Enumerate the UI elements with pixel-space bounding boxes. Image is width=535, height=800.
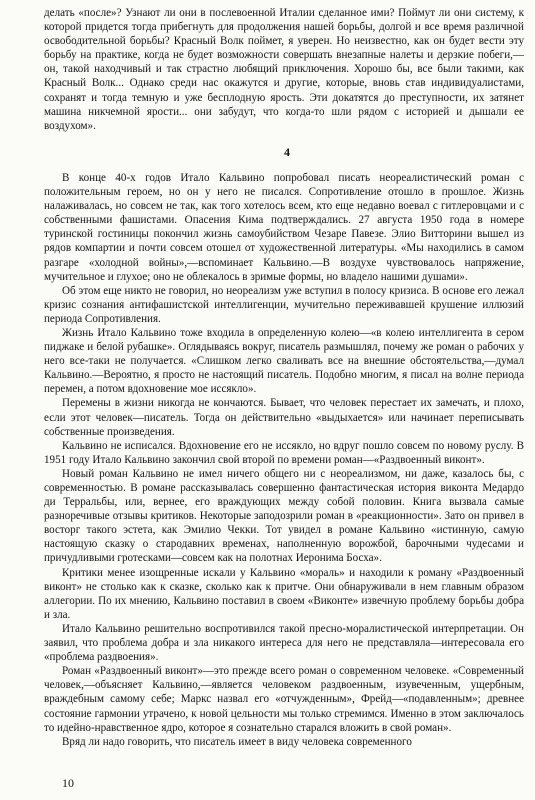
paragraph: Об этом еще никто не говорил, но неореализм уже вступил в полосу кризиса. В основе его лежал кризис сознания антифашистской интеллигенции, мучительно переживавшей крушение иллюзий периода Сопротивления. [44, 284, 524, 325]
paragraph: Кальвино не исписался. Вдохновение его не иссякло, но вдруг пошло совсем по новому руслу. В 1951 году Итало Кальвино закончил свой второй по времени роман—«Раздвоенный виконт». [44, 439, 524, 466]
paragraph: Жизнь Итало Кальвино тоже входила в определенную колею—«в колею интеллигента в сером пиджаке и белой рубашке». Оглядываясь вокруг, писатель размышлял, почему же роман о рабочих у него все-таки не получается. «Слишком легко сваливать все на внешние обстоятельства,—думал Кальвино.—Вероятно, я просто не настоящий писатель. Подобно многим, я писал на волне периода перемен, а потом вдохновение мое иссякло». [44, 326, 524, 396]
paragraph: Перемены в жизни никогда не кончаются. Бывает, что человек перестает их замечать, и плохо, если этот человек—писатель. Тогда он действительно «выдыхается» или начинает переписывать собственные произведения. [44, 397, 524, 438]
page-text [44, 6, 524, 749]
page-number: 10 [62, 776, 74, 790]
paragraph: Вряд ли надо говорить, что писатель имеет в виду человека современного [62, 735, 412, 748]
paragraph: В конце 40-х годов Итало Кальвино попробовал писать неореалистический роман с положительным героем, но он у него не писался. Сопротивление отошло в прошлое. Жизнь налаживалась, но совсем не так, как того хотелось всем, кто еще недавно воевал с гитлеровцами и с собственными фашистами. Опасения Кима подтверждались. 27 августа 1950 года в номере туринской гостиницы покончил жизнь самоубийством Чезаре Павезе. Элио Витторини вышел из рядов компартии и почти совсем отошел от художественной литературы. «Мы находились в самом разгаре «холодной войны»,—вспоминает Кальвино.—В воздухе чувствовалось напряжение, мучительное и глухое; оно не облекалось в зримые формы, но владело нашими душами». [44, 171, 524, 283]
paragraph: Новый роман Кальвино не имел ничего общего ни с неореализмом, ни даже, казалось бы, с современностью. В романе рассказывалась совершенно фантастическая история виконта Медардо ди Терральбы, или, вернее, его враждующих между собой половин. Книга вызвала самые разноречивые отзывы критиков. Некоторые заподозрили роман в «реакционности». Зато он привел в восторг такого эстета, как Эмилио Чекки. Тот увидел в романе Кальвино «истинную, самую настоящую сказку о стародавних временах, наполненную ворожбой, барочными чудесами и причудливыми гротесками—совсем как на полотнах Иеронима Босха». [44, 467, 524, 565]
section-number: 4 [284, 144, 290, 159]
paragraph: Критики менее изощренные искали у Кальвино «мораль» и находили к роману «Раздвоенный виконт» не столько как к сказке, сколько как к притче. Они обнаруживали в нем главным образом аллегории. По их мнению, Кальвино поставил в своем «Виконте» извечную проблему борьбы добра и зла. [44, 566, 524, 621]
paragraph: Итало Кальвино решительно воспротивился такой пресно-моралистической интерпретации. Он заявил, что проблема добра и зла никакого интереса для него не представляла—интересовала его «проблема раздвоения». [44, 622, 524, 664]
paragraph: делать «после»? Узнают ли они в послевоенной Италии сделанное ими? Поймут ли они систему, к которой придется тогда прибегнуть для продолжения нашей борьбы, долгой и все время различной освободительной борьбы? Красный Волк поймет, я уверен. Но неизвестно, как он будет вести эту борьбу на практике, когда не будет возможности совершать внезапные налеты и дерзкие побеги,—он, такой находчивый и так страстно любящий приключения. Хорошо бы, все были такими, как Красный Волк... Однако среди нас окажутся и другие, которые, вновь став индивидуалистами, сохранят и тогда темную и уже бесплодную ярость. Эти докатятся до преступности, их затянет машина никчемной ярости... они забудут, что когда-то шли рядом с историей и дышали ее воздухом». [44, 7, 524, 132]
paragraph: Роман «Раздвоенный виконт»—это прежде всего роман о современном человеке. «Современный человек,—объясняет Кальвино,—является человеком раздвоенным, изувеченным, ущербным, враждебным самому себе; Маркс назвал его «отчужденным», Фрейд—«подавленным»; древнее состояние гармонии утрачено, к новой цельности мы только стремимся. Именно в этом заключалось то идейно-нравственное ядро, которое я сознательно старался вложить в свой роман». [44, 665, 524, 734]
